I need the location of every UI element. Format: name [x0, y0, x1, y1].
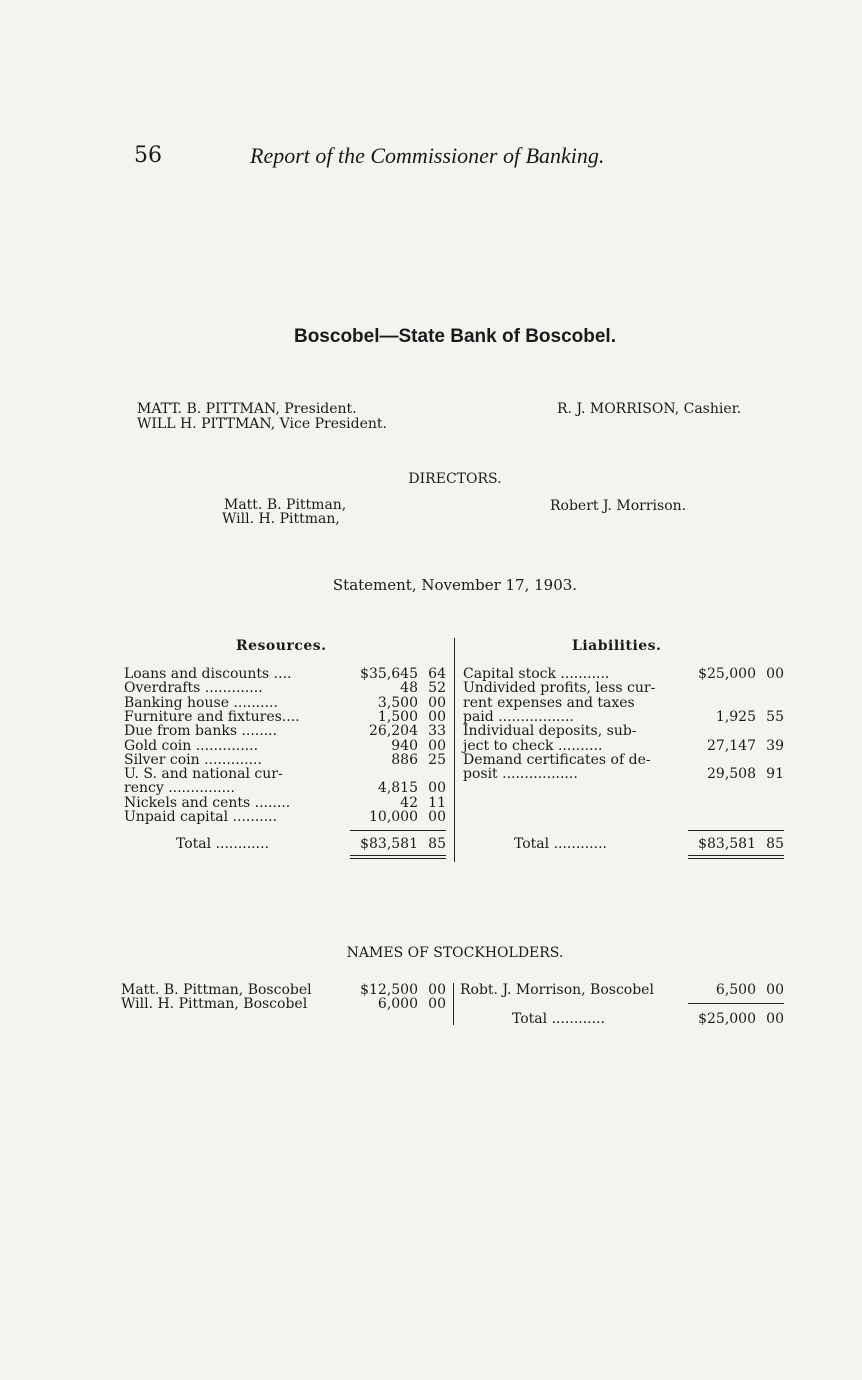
- resources-heading: Resources.: [236, 638, 327, 654]
- resources-total-label: Total ............: [176, 836, 269, 852]
- liability-dollars: $25,000: [698, 666, 756, 682]
- liabilities-total-dollars: $83,581: [698, 836, 756, 852]
- resource-label: Furniture and fixtures....: [124, 709, 300, 725]
- director-item: Robert J. Morrison.: [550, 498, 687, 514]
- resource-label: Silver coin .............: [124, 752, 262, 768]
- liability-cents: 55: [766, 709, 784, 725]
- resources-total-cents: 85: [428, 836, 446, 852]
- resource-dollars: $35,645: [360, 666, 418, 682]
- liability-dollars: 1,925: [715, 709, 756, 725]
- stockholder-name: Will. H. Pittman, Boscobel: [121, 996, 308, 1012]
- stockholders-heading: NAMES OF STOCKHOLDERS.: [346, 945, 564, 961]
- liabilities-total-rule: [688, 858, 784, 859]
- liability-cents: 91: [766, 766, 784, 782]
- stockholder-dollars: $12,500: [360, 982, 418, 998]
- stockholders-total-cents: 00: [766, 1011, 784, 1027]
- stockholder-name: Matt. B. Pittman, Boscobel: [121, 982, 312, 998]
- resource-cents: 52: [428, 680, 446, 696]
- liability-dollars: 27,147: [707, 738, 756, 754]
- stockholder-dollars: 6,000: [377, 996, 418, 1012]
- liabilities-total-label: Total ............: [514, 836, 607, 852]
- liability-label: posit .................: [463, 766, 578, 782]
- resources-total-rule: [350, 855, 446, 856]
- resource-label: Overdrafts .............: [124, 680, 263, 696]
- resource-dollars: 42: [400, 795, 418, 811]
- page-number: 56: [134, 143, 162, 168]
- stockholders-total-label: Total ............: [512, 1011, 605, 1027]
- director-item: Matt. B. Pittman,: [224, 497, 347, 513]
- officer-vice-president: WILL H. PITTMAN, Vice President.: [137, 416, 387, 432]
- liability-label: ject to check ..........: [463, 738, 603, 754]
- resource-cents: 33: [428, 723, 446, 739]
- resource-label: Loans and discounts ....: [124, 666, 292, 682]
- resource-cents: 00: [428, 695, 446, 711]
- liabilities-heading: Liabilities.: [572, 638, 662, 654]
- liability-label: Undivided profits, less cur-: [463, 680, 656, 696]
- liability-label: paid .................: [463, 709, 574, 725]
- liabilities-sum-rule: [688, 830, 784, 831]
- stockholders-divider: [453, 983, 454, 1025]
- officer-cashier: R. J. MORRISON, Cashier.: [557, 401, 742, 417]
- liability-cents: 00: [766, 666, 784, 682]
- resource-dollars: 10,000: [369, 809, 418, 825]
- stockholder-cents: 00: [428, 982, 446, 998]
- resource-cents: 25: [428, 752, 446, 768]
- liability-cents: 39: [766, 738, 784, 754]
- resource-label: Due from banks ........: [124, 723, 278, 739]
- directors-heading: DIRECTORS.: [408, 471, 502, 487]
- resource-cents: 00: [428, 809, 446, 825]
- resource-dollars: 4,815: [377, 780, 418, 796]
- stockholder-cents: 00: [428, 996, 446, 1012]
- resource-label: Unpaid capital ..........: [124, 809, 278, 825]
- liability-label: Individual deposits, sub-: [463, 723, 637, 739]
- liabilities-total-rule: [688, 855, 784, 856]
- director-item: Will. H. Pittman,: [222, 511, 340, 527]
- running-title: Report of the Commissioner of Banking.: [250, 143, 605, 168]
- resource-label: Banking house ..........: [124, 695, 278, 711]
- stockholders-sum-rule: [688, 1003, 784, 1004]
- resources-total-rule: [350, 858, 446, 859]
- officer-president: MATT. B. PITTMAN, President.: [137, 401, 357, 417]
- resources-total-dollars: $83,581: [360, 836, 418, 852]
- resource-label: Nickels and cents ........: [124, 795, 291, 811]
- resource-dollars: 1,500: [377, 709, 418, 725]
- stockholder-dollars: 6,500: [715, 982, 756, 998]
- resource-cents: 64: [428, 666, 446, 682]
- resource-cents: 00: [428, 738, 446, 754]
- stockholder-name: Robt. J. Morrison, Boscobel: [460, 982, 654, 998]
- resource-dollars: 940: [391, 738, 418, 754]
- resource-dollars: 886: [391, 752, 418, 768]
- resource-dollars: 26,204: [369, 723, 418, 739]
- resource-label: rency ...............: [124, 780, 235, 796]
- liability-label: Demand certificates of de-: [463, 752, 651, 768]
- column-divider: [454, 638, 455, 862]
- resource-dollars: 3,500: [377, 695, 418, 711]
- stockholders-total-dollars: $25,000: [698, 1011, 756, 1027]
- liability-label: rent expenses and taxes: [463, 695, 635, 711]
- bank-title: Boscobel—State Bank of Boscobel.: [293, 326, 616, 347]
- resource-cents: 00: [428, 709, 446, 725]
- resource-cents: 00: [428, 780, 446, 796]
- resource-cents: 11: [428, 795, 446, 811]
- resource-dollars: 48: [400, 680, 418, 696]
- resources-sum-rule: [350, 830, 446, 831]
- resource-label: Gold coin ..............: [124, 738, 259, 754]
- stockholder-cents: 00: [766, 982, 784, 998]
- liability-label: Capital stock ...........: [463, 666, 610, 682]
- statement-heading: Statement, November 17, 1903.: [332, 576, 578, 594]
- liabilities-total-cents: 85: [766, 836, 784, 852]
- liability-dollars: 29,508: [707, 766, 756, 782]
- resource-label: U. S. and national cur-: [124, 766, 283, 782]
